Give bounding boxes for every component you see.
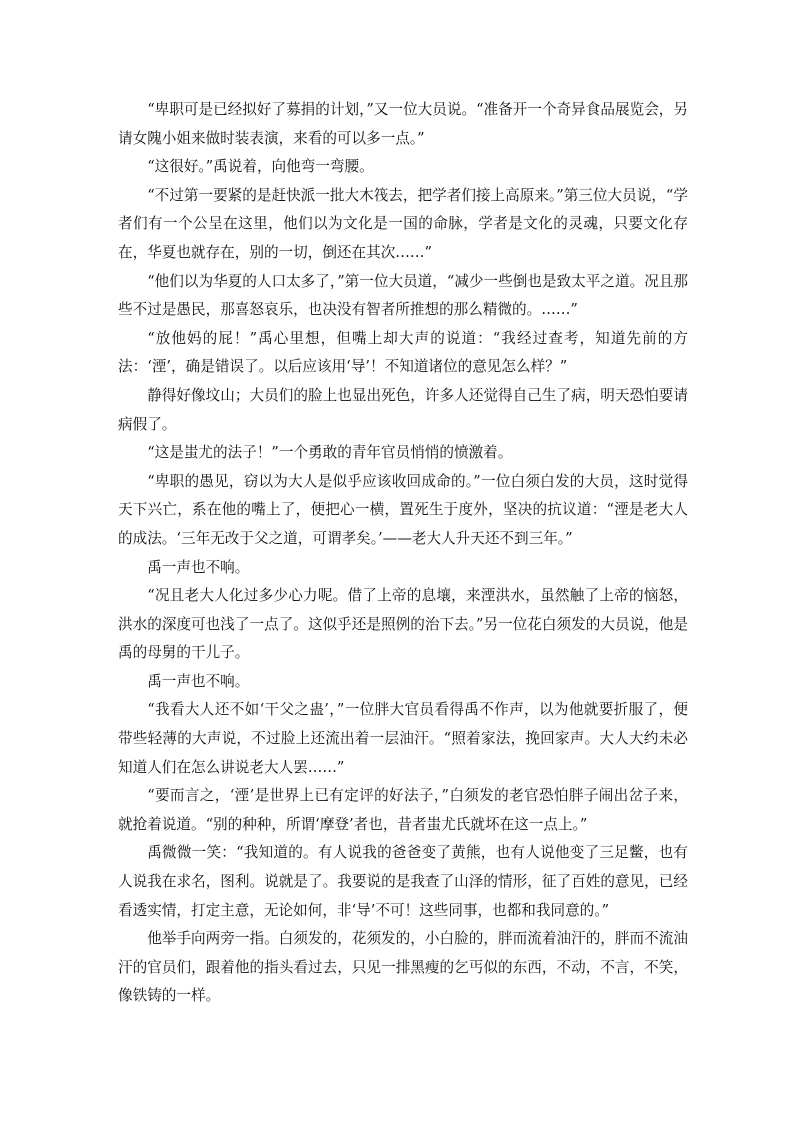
paragraph-5: “放他妈的屁！”禹心里想，但嘴上却大声的说道：“我经过查考，知道先前的方法：‘湮’，确是错误了。以后应该用‘导’！不知道诸位的意见怎么样？” [118,329,688,376]
document-body [118,96,688,1011]
paragraph-6: 静得好像坟山；大员们的脸上也显出死色，许多人还觉得自己生了病，明天恐怕要请病假了。 [118,386,688,433]
paragraph-8: “卑职的愚见，窃以为大人是似乎应该收回成命的。”一位白须白发的大员，这时觉得天下兴亡，系在他的嘴上了，便把心一横，置死生于度外，坚决的抗议道：“湮是老大人的成法。‘三年无改于父之道，可谓孝矣。’——老大人升天还不到三年。” [118,472,688,547]
paragraph-4: “他们以为华夏的人口太多了，”第一位大员道，“减少一些倒也是致太平之道。况且那些不过是愚民，那喜怒哀乐，也决没有智者所推想的那么精微的。……” [118,272,688,319]
paragraph-15: 他举手向两旁一指。白须发的，花须发的，小白脸的，胖而流着油汗的，胖而不流油汗的官员们，跟着他的指头看过去，只见一排黑瘦的乞丐似的东西，不动，不言，不笑，像铁铸的一样。 [118,930,688,1005]
paragraph-10: “况且老大人化过多少心力呢。借了上帝的息壤，来湮洪水，虽然触了上帝的恼怒，洪水的深度可也浅了一点了。这似乎还是照例的治下去。”另一位花白须发的大员说，他是禹的母舅的干儿子。 [118,587,688,662]
paragraph-1: “卑职可是已经拟好了募捐的计划，”又一位大员说。“准备开一个奇异食品展览会，另请女隗小姐来做时装表演，来看的可以多一点。” [118,101,688,147]
paragraph-13: “要而言之，‘湮’是世界上已有定评的好法子，”白须发的老官恐怕胖子闹出岔子来，就抢着说道。“别的种种，所谓‘摩登’者也，昔者蚩尤氏就坏在这一点上。” [118,787,688,833]
paragraph-3: “不过第一要紧的是赶快派一批大木筏去，把学者们接上高原来。”第三位大员说，“学者们有一个公呈在这里，他们以为文化是一国的命脉，学者是文化的灵魂，只要文化存在，华夏也就存在，别的一切，倒还在其次……” [118,186,688,261]
paragraph-12: “我看大人还不如‘干父之蛊’，”一位胖大官员看得禹不作声，以为他就要折服了，便带些轻薄的大声说，不过脸上还流出着一层油汗。“照着家法，挽回家声。大人大约未必知道人们在怎么讲说老大人罢……” [118,701,688,776]
paragraph-9: 禹一声也不响。 [147,558,250,576]
paragraph-14: 禹微微一笑：“我知道的。有人说我的爸爸变了黄熊，也有人说他变了三足鳖，也有人说我在求名，图利。说就是了。我要说的是我查了山泽的情形，征了百姓的意见，已经看透实情，打定主意，无论如何，非‘导’不可！这些同事，也都和我同意的。” [118,844,688,919]
paragraph-11: 禹一声也不响。 [147,672,250,690]
paragraph-7: “这是蚩尤的法子！”一个勇敢的青年官员悄悄的愤激着。 [147,444,513,462]
paragraph-2: “这很好。”禹说着，向他弯一弯腰。 [147,158,374,176]
